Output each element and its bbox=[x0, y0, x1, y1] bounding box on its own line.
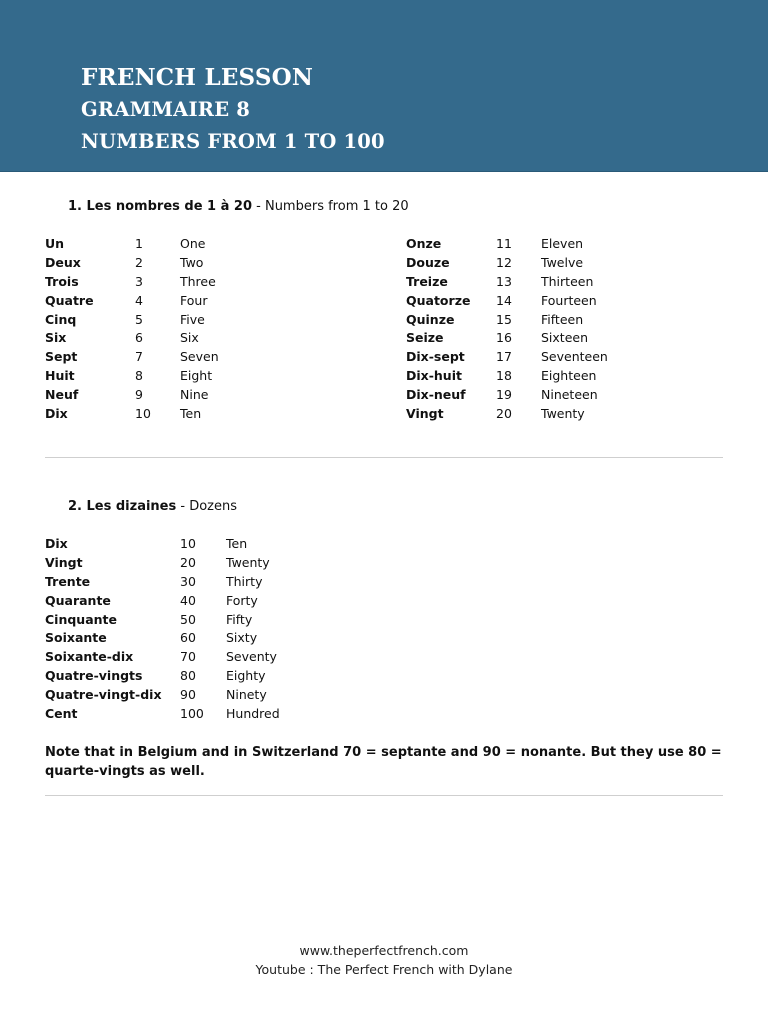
french-word: Dix-neuf bbox=[406, 387, 466, 403]
french-word: Dix bbox=[45, 536, 68, 551]
table-row bbox=[406, 329, 726, 348]
french-word: Dix-sept bbox=[406, 349, 465, 365]
table-row bbox=[406, 367, 726, 386]
table-row bbox=[45, 611, 365, 630]
lesson-topic: NUMBERS FROM 1 TO 100 bbox=[81, 130, 385, 153]
numbers-1-10-table bbox=[45, 235, 365, 424]
french-word: Quarante bbox=[45, 592, 111, 608]
header-banner bbox=[0, 0, 768, 172]
table-row bbox=[45, 592, 365, 611]
number-value: 8 bbox=[135, 368, 143, 384]
table-row bbox=[406, 348, 726, 367]
english-word: Seventeen bbox=[541, 349, 608, 365]
number-value: 50 bbox=[180, 611, 196, 627]
english-word: Nineteen bbox=[541, 387, 598, 403]
english-word: Three bbox=[180, 273, 216, 289]
english-word: Forty bbox=[226, 592, 258, 608]
english-word: Sixty bbox=[226, 630, 258, 646]
french-word: Onze bbox=[406, 236, 442, 251]
table-row bbox=[45, 405, 365, 424]
french-word: Treize bbox=[406, 273, 448, 289]
english-word: Seventy bbox=[226, 649, 277, 665]
lesson-subtitle: GRAMMAIRE 8 bbox=[81, 98, 251, 121]
english-word: Ten bbox=[180, 406, 202, 422]
number-value: 90 bbox=[180, 687, 196, 703]
french-word: Dix bbox=[45, 406, 68, 422]
footer-youtube: Youtube : The Perfect French with Dylane bbox=[255, 962, 513, 977]
french-word: Sept bbox=[45, 349, 78, 365]
divider bbox=[45, 795, 723, 796]
number-value: 80 bbox=[180, 668, 196, 684]
french-word: Six bbox=[45, 330, 67, 346]
french-word: Soixante bbox=[45, 630, 107, 646]
number-value: 13 bbox=[496, 273, 512, 289]
table-row bbox=[406, 311, 726, 330]
french-word: Vingt bbox=[45, 554, 83, 570]
english-word: Eleven bbox=[541, 236, 584, 251]
number-value: 12 bbox=[496, 254, 512, 270]
number-value: 11 bbox=[496, 236, 512, 251]
english-word: Ninety bbox=[226, 687, 267, 703]
number-value: 5 bbox=[135, 311, 143, 327]
english-word: Thirty bbox=[226, 573, 263, 589]
number-value: 7 bbox=[135, 349, 143, 365]
french-word: Cinquante bbox=[45, 611, 117, 627]
english-word: Five bbox=[180, 311, 205, 327]
french-word: Cinq bbox=[45, 311, 77, 327]
english-word: Eighty bbox=[226, 668, 266, 684]
table-row bbox=[406, 235, 726, 254]
number-value: 40 bbox=[180, 592, 196, 608]
french-word: Quatre-vingts bbox=[45, 668, 143, 684]
english-word: Fourteen bbox=[541, 292, 597, 308]
number-value: 6 bbox=[135, 330, 143, 346]
section2-title-rest: - Dozens bbox=[176, 499, 238, 514]
french-word: Douze bbox=[406, 254, 450, 270]
header-title-block bbox=[81, 62, 385, 158]
numbers-11-20-table bbox=[406, 235, 726, 424]
section1-title-rest: - Numbers from 1 to 20 bbox=[252, 199, 409, 214]
french-word: Quinze bbox=[406, 311, 455, 327]
french-word: Trente bbox=[45, 573, 91, 589]
french-word: Quatre-vingt-dix bbox=[45, 687, 162, 703]
english-word: Nine bbox=[180, 387, 209, 403]
number-value: 10 bbox=[135, 406, 151, 422]
number-value: 19 bbox=[496, 387, 512, 403]
number-value: 2 bbox=[135, 254, 143, 270]
number-value: 3 bbox=[135, 273, 143, 289]
number-value: 70 bbox=[180, 649, 196, 665]
table-row bbox=[45, 573, 365, 592]
number-value: 16 bbox=[496, 330, 512, 346]
english-word: Fifteen bbox=[541, 311, 584, 327]
table-row bbox=[45, 554, 365, 573]
table-row bbox=[45, 292, 365, 311]
table-row bbox=[45, 235, 365, 254]
french-word: Quatorze bbox=[406, 292, 471, 308]
section2-title bbox=[68, 498, 237, 516]
english-word: Eighteen bbox=[541, 368, 597, 384]
table-row bbox=[45, 648, 365, 667]
number-value: 20 bbox=[180, 554, 196, 570]
french-word: Trois bbox=[45, 273, 79, 289]
english-word: Hundred bbox=[226, 706, 280, 722]
table-row bbox=[45, 254, 365, 273]
english-word: Fifty bbox=[226, 611, 253, 627]
french-word: Vingt bbox=[406, 406, 444, 422]
table-row bbox=[45, 348, 365, 367]
number-value: 9 bbox=[135, 387, 143, 403]
table-row bbox=[45, 667, 365, 686]
english-word: Eight bbox=[180, 368, 213, 384]
number-value: 100 bbox=[180, 706, 204, 722]
french-word: Deux bbox=[45, 254, 81, 270]
french-word: Soixante-dix bbox=[45, 649, 134, 665]
table-row bbox=[45, 686, 365, 705]
french-word: Neuf bbox=[45, 387, 79, 403]
section1-title-bold: 1. Les nombres de 1 à 20 bbox=[68, 199, 253, 214]
table-row bbox=[45, 273, 365, 292]
french-word: Un bbox=[45, 236, 65, 251]
french-word: Huit bbox=[45, 368, 75, 384]
number-value: 60 bbox=[180, 630, 196, 646]
number-value: 4 bbox=[135, 292, 143, 308]
table-row bbox=[406, 254, 726, 273]
number-value: 18 bbox=[496, 368, 512, 384]
section1-title bbox=[68, 198, 409, 216]
table-row bbox=[45, 629, 365, 648]
french-word: Cent bbox=[45, 706, 78, 722]
french-word: Dix-huit bbox=[406, 368, 462, 384]
table-row bbox=[406, 405, 726, 424]
number-value: 14 bbox=[496, 292, 512, 308]
section2-title-bold: 2. Les dizaines bbox=[68, 499, 177, 514]
english-word: Ten bbox=[226, 536, 248, 551]
table-row bbox=[406, 273, 726, 292]
dozens-table bbox=[45, 535, 365, 724]
english-word: Thirteen bbox=[541, 273, 594, 289]
table-row bbox=[45, 705, 365, 724]
english-word: Four bbox=[180, 292, 208, 308]
english-word: Seven bbox=[180, 349, 219, 365]
regional-note: Note that in Belgium and in Switzerland 70 = septante and 90 = nonante. But they use 80 = quarte-vingts as well. bbox=[45, 745, 722, 779]
table-row bbox=[45, 386, 365, 405]
french-word: Seize bbox=[406, 330, 444, 346]
table-row bbox=[406, 292, 726, 311]
number-value: 30 bbox=[180, 573, 196, 589]
table-row bbox=[45, 535, 365, 554]
french-word: Quatre bbox=[45, 292, 94, 308]
number-value: 1 bbox=[135, 236, 143, 251]
number-value: 10 bbox=[180, 536, 196, 551]
table-row bbox=[406, 386, 726, 405]
number-value: 20 bbox=[496, 406, 512, 422]
divider bbox=[45, 457, 723, 458]
table-row bbox=[45, 329, 365, 348]
english-word: Twenty bbox=[226, 554, 270, 570]
english-word: Twelve bbox=[541, 254, 584, 270]
english-word: Sixteen bbox=[541, 330, 589, 346]
lesson-title: FRENCH LESSON bbox=[81, 64, 314, 91]
english-word: Twenty bbox=[541, 406, 585, 422]
table-row bbox=[45, 311, 365, 330]
footer-website: www.theperfectfrench.com bbox=[299, 943, 469, 958]
english-word: Two bbox=[180, 254, 204, 270]
number-value: 15 bbox=[496, 311, 512, 327]
number-value: 17 bbox=[496, 349, 512, 365]
english-word: One bbox=[180, 236, 206, 251]
table-row bbox=[45, 367, 365, 386]
english-word: Six bbox=[180, 330, 199, 346]
